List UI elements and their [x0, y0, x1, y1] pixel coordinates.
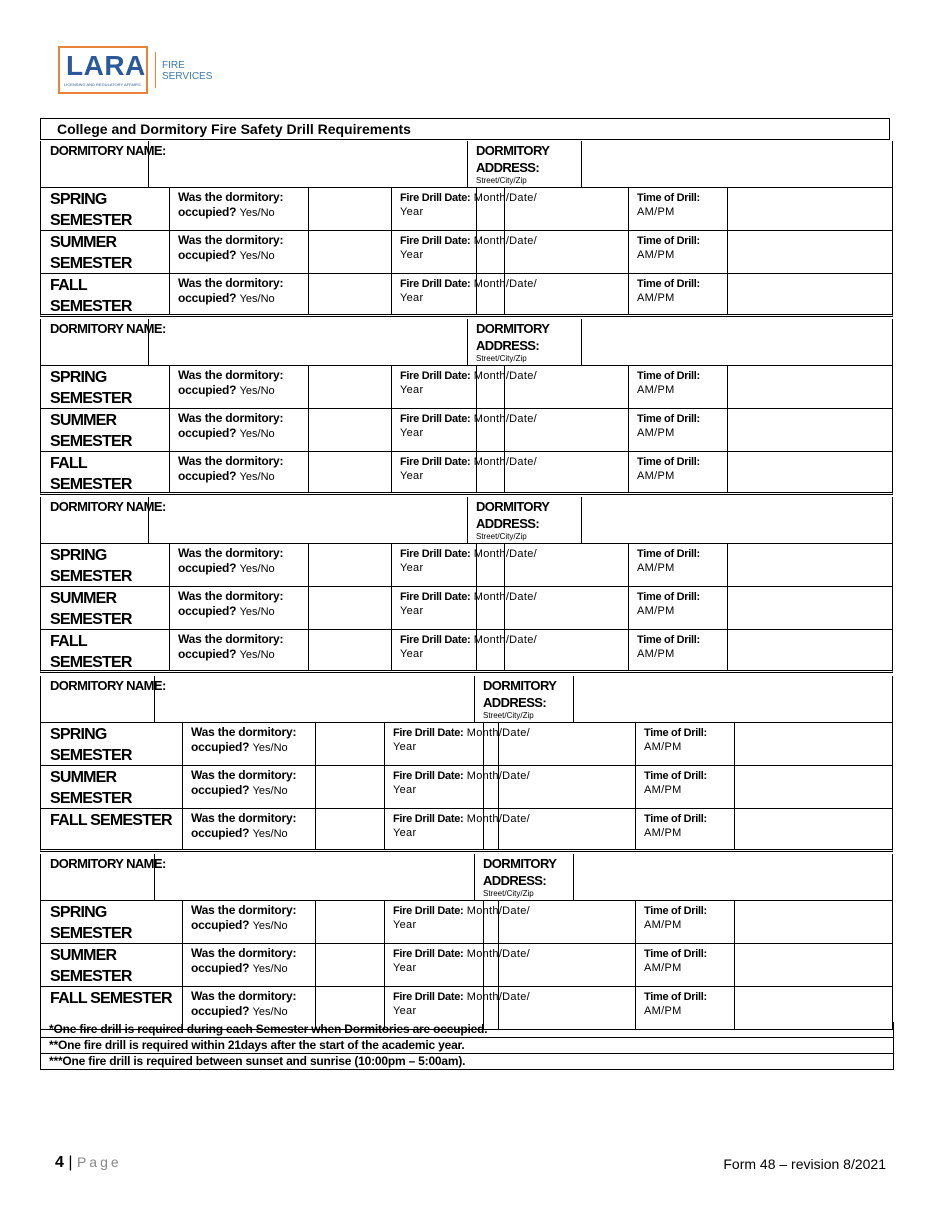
- form-title: College and Dormitory Fire Safety Drill Requirements: [57, 121, 411, 137]
- fire-drill-date-label: Fire Drill Date: Month/Date/ Year: [384, 766, 635, 808]
- time-of-drill-field[interactable]: [727, 366, 892, 408]
- date-divider: [476, 452, 477, 492]
- lara-logo: [58, 46, 218, 96]
- dormitory-name-field[interactable]: [154, 676, 474, 722]
- occupied-label: Was the dormitory: occupied? Yes/No: [169, 231, 308, 273]
- time-of-drill-field[interactable]: [727, 544, 892, 586]
- fire-drill-date-label: Fire Drill Date: Month/Date/ Year: [384, 901, 635, 943]
- semester-row-fall: [40, 452, 893, 495]
- time-of-drill-field[interactable]: [727, 409, 892, 451]
- occupied-label: Was the dormitory: occupied? Yes/No: [182, 901, 315, 943]
- form-title-bar: [40, 118, 890, 140]
- time-of-drill-label: Time of Drill: AM/PM: [635, 987, 734, 1029]
- semester-label: SUMMER SEMESTER: [50, 947, 132, 985]
- fire-drill-date-label: Fire Drill Date: Month/Date/ Year: [391, 544, 628, 586]
- dormitory-address-label: DORMITORY ADDRESS: Street/City/Zip: [467, 497, 581, 543]
- semester-row-summer: [40, 766, 893, 809]
- fire-drill-date-field[interactable]: [504, 231, 628, 273]
- fire-drill-date-label: Fire Drill Date: Month/Date/ Year: [391, 231, 628, 273]
- time-of-drill-field[interactable]: [727, 231, 892, 273]
- time-of-drill-field[interactable]: [734, 723, 892, 765]
- dormitory-name-field[interactable]: [154, 854, 474, 900]
- time-of-drill-label: Time of Drill: AM/PM: [628, 409, 727, 451]
- occupied-label: Was the dormitory: occupied? Yes/No: [182, 944, 315, 986]
- time-of-drill-field[interactable]: [727, 274, 892, 314]
- time-of-drill-field[interactable]: [734, 809, 892, 849]
- occupied-label: Was the dormitory: occupied? Yes/No: [169, 188, 308, 230]
- form-revision: Form 48 – revision 8/2021: [723, 1156, 886, 1172]
- occupied-field[interactable]: [315, 723, 384, 765]
- semester-row-fall: [40, 809, 893, 852]
- fire-drill-date-label: Fire Drill Date: Month/Date/ Year: [391, 409, 628, 451]
- dormitory-block: [40, 497, 893, 675]
- semester-label: FALL SEMESTER: [50, 812, 172, 829]
- dormitory-header-row: [40, 854, 893, 901]
- semester-row-spring: [40, 544, 893, 587]
- semester-label: SPRING SEMESTER: [50, 369, 132, 407]
- semester-row-summer: [40, 944, 893, 987]
- fire-drill-date-field[interactable]: [504, 452, 628, 492]
- occupied-field[interactable]: [315, 766, 384, 808]
- time-of-drill-label: Time of Drill: AM/PM: [635, 944, 734, 986]
- semester-row-spring: [40, 723, 893, 766]
- time-of-drill-label: Time of Drill: AM/PM: [635, 723, 734, 765]
- dormitory-header-row: [40, 319, 893, 366]
- time-of-drill-label: Time of Drill: AM/PM: [628, 231, 727, 273]
- time-of-drill-label: Time of Drill: AM/PM: [628, 366, 727, 408]
- date-divider: [483, 766, 484, 808]
- occupied-label: Was the dormitory: occupied? Yes/No: [169, 274, 308, 314]
- semester-row-spring: [40, 901, 893, 944]
- date-divider: [476, 231, 477, 273]
- fire-drill-date-field[interactable]: [504, 409, 628, 451]
- dormitory-name-field[interactable]: [148, 319, 467, 365]
- semester-label: FALL SEMESTER: [50, 990, 172, 1007]
- fire-drill-date-label: Fire Drill Date: Month/Date/ Year: [384, 809, 635, 849]
- date-divider: [483, 809, 484, 849]
- semester-label: SUMMER SEMESTER: [50, 234, 132, 272]
- occupied-field[interactable]: [308, 630, 391, 670]
- occupied-field[interactable]: [315, 944, 384, 986]
- time-of-drill-field[interactable]: [727, 630, 892, 670]
- requirement-note: *One fire drill is required during each Semester when Dormitories are occupied.: [40, 1022, 894, 1038]
- logo-division: FIRE SERVICES: [162, 60, 213, 82]
- occupied-field[interactable]: [308, 231, 391, 273]
- dormitory-block: [40, 854, 893, 1032]
- semester-row-spring: [40, 366, 893, 409]
- occupied-label: Was the dormitory: occupied? Yes/No: [169, 366, 308, 408]
- requirement-note: ***One fire drill is required between sunset and sunrise (10:00pm – 5:00am).: [40, 1054, 894, 1070]
- occupied-field[interactable]: [315, 809, 384, 849]
- time-of-drill-label: Time of Drill: AM/PM: [628, 544, 727, 586]
- occupied-field[interactable]: [308, 188, 391, 230]
- occupied-label: Was the dormitory: occupied? Yes/No: [169, 630, 308, 670]
- fire-drill-date-field[interactable]: [498, 944, 635, 986]
- date-divider: [476, 544, 477, 586]
- fire-drill-date-label: Fire Drill Date: Month/Date/ Year: [384, 987, 635, 1029]
- dormitory-block: [40, 319, 893, 497]
- semester-row-fall: [40, 630, 893, 673]
- time-of-drill-label: Time of Drill: AM/PM: [635, 766, 734, 808]
- semester-label: FALL SEMESTER: [50, 633, 132, 671]
- semester-label: SUMMER SEMESTER: [50, 769, 132, 807]
- dormitory-address-field[interactable]: [581, 497, 892, 543]
- time-of-drill-label: Time of Drill: AM/PM: [635, 809, 734, 849]
- fire-drill-date-field[interactable]: [504, 544, 628, 586]
- semester-label: FALL SEMESTER: [50, 277, 132, 315]
- dormitory-name-field[interactable]: [148, 497, 467, 543]
- occupied-field[interactable]: [308, 366, 391, 408]
- dormitory-header-row: [40, 497, 893, 544]
- dormitory-header-row: [40, 141, 893, 188]
- dormitory-name-label: DORMITORY NAME:: [50, 856, 166, 871]
- dormitory-name-label: DORMITORY NAME:: [50, 499, 166, 514]
- date-divider: [476, 630, 477, 670]
- dormitory-address-label: DORMITORY ADDRESS: Street/City/Zip: [474, 854, 573, 900]
- fire-drill-date-field[interactable]: [504, 366, 628, 408]
- dormitory-name-field[interactable]: [148, 141, 467, 187]
- occupied-field[interactable]: [308, 274, 391, 314]
- fire-drill-date-label: Fire Drill Date: Month/Date/ Year: [384, 944, 635, 986]
- semester-label: SUMMER SEMESTER: [50, 590, 132, 628]
- fire-drill-date-field[interactable]: [504, 587, 628, 629]
- semester-row-summer: [40, 231, 893, 274]
- dormitory-address-label: DORMITORY ADDRESS: Street/City/Zip: [474, 676, 573, 722]
- time-of-drill-field[interactable]: [734, 766, 892, 808]
- fire-drill-date-field[interactable]: [498, 723, 635, 765]
- semester-row-summer: [40, 409, 893, 452]
- dormitory-address-field[interactable]: [573, 676, 892, 722]
- dormitory-name-label: DORMITORY NAME:: [50, 678, 166, 693]
- fire-drill-date-field[interactable]: [498, 766, 635, 808]
- fire-drill-date-field[interactable]: [504, 630, 628, 670]
- time-of-drill-label: Time of Drill: AM/PM: [628, 630, 727, 670]
- dormitory-block: [40, 676, 893, 854]
- fire-drill-date-field[interactable]: [504, 188, 628, 230]
- time-of-drill-label: Time of Drill: AM/PM: [628, 274, 727, 314]
- occupied-label: Was the dormitory: occupied? Yes/No: [182, 766, 315, 808]
- time-of-drill-label: Time of Drill: AM/PM: [628, 452, 727, 492]
- occupied-label: Was the dormitory: occupied? Yes/No: [169, 544, 308, 586]
- time-of-drill-field[interactable]: [734, 901, 892, 943]
- dormitory-header-row: [40, 676, 893, 723]
- semester-label: SPRING SEMESTER: [50, 904, 132, 942]
- occupied-field[interactable]: [315, 901, 384, 943]
- date-divider: [483, 723, 484, 765]
- occupied-label: Was the dormitory: occupied? Yes/No: [182, 723, 315, 765]
- semester-label: SPRING SEMESTER: [50, 547, 132, 585]
- fire-drill-date-label: Fire Drill Date: Month/Date/ Year: [391, 587, 628, 629]
- occupied-field[interactable]: [308, 544, 391, 586]
- dormitory-address-label: DORMITORY ADDRESS: Street/City/Zip: [467, 141, 581, 187]
- date-divider: [476, 188, 477, 230]
- date-divider: [476, 587, 477, 629]
- logo-subtext: LICENSING AND REGULATORY AFFAIRS: [64, 82, 141, 87]
- occupied-label: Was the dormitory: occupied? Yes/No: [182, 809, 315, 849]
- occupied-label: Was the dormitory: occupied? Yes/No: [169, 409, 308, 451]
- fire-drill-date-label: Fire Drill Date: Month/Date/ Year: [391, 630, 628, 670]
- date-divider: [483, 944, 484, 986]
- dormitory-name-label: DORMITORY NAME:: [50, 321, 166, 336]
- time-of-drill-label: Time of Drill: AM/PM: [628, 587, 727, 629]
- requirement-note: **One fire drill is required within 21days after the start of the academic year.: [40, 1038, 894, 1054]
- time-of-drill-label: Time of Drill: AM/PM: [628, 188, 727, 230]
- date-divider: [476, 274, 477, 314]
- fire-drill-date-label: Fire Drill Date: Month/Date/ Year: [384, 723, 635, 765]
- date-divider: [483, 901, 484, 943]
- occupied-label: Was the dormitory: occupied? Yes/No: [182, 987, 315, 1029]
- fire-drill-date-label: Fire Drill Date: Month/Date/ Year: [391, 452, 628, 492]
- logo-wordmark: LARA: [66, 50, 146, 81]
- occupied-field[interactable]: [308, 452, 391, 492]
- time-of-drill-field[interactable]: [727, 188, 892, 230]
- fire-drill-date-label: Fire Drill Date: Month/Date/ Year: [391, 366, 628, 408]
- semester-label: SPRING SEMESTER: [50, 726, 132, 764]
- semester-label: SPRING SEMESTER: [50, 191, 132, 229]
- occupied-field[interactable]: [308, 409, 391, 451]
- occupied-label: Was the dormitory: occupied? Yes/No: [169, 587, 308, 629]
- time-of-drill-field[interactable]: [734, 944, 892, 986]
- semester-label: FALL SEMESTER: [50, 455, 132, 493]
- fire-drill-date-label: Fire Drill Date: Month/Date/ Year: [391, 188, 628, 230]
- fire-drill-date-field[interactable]: [498, 901, 635, 943]
- fire-drill-date-field[interactable]: [498, 809, 635, 849]
- dormitory-name-label: DORMITORY NAME:: [50, 143, 166, 158]
- time-of-drill-label: Time of Drill: AM/PM: [635, 901, 734, 943]
- semester-label: SUMMER SEMESTER: [50, 412, 132, 450]
- time-of-drill-field[interactable]: [727, 587, 892, 629]
- date-divider: [476, 366, 477, 408]
- fire-drill-date-label: Fire Drill Date: Month/Date/ Year: [391, 274, 628, 314]
- date-divider: [476, 409, 477, 451]
- semester-row-summer: [40, 587, 893, 630]
- dormitory-address-field[interactable]: [573, 854, 892, 900]
- dormitory-address-label: DORMITORY ADDRESS: Street/City/Zip: [467, 319, 581, 365]
- dormitory-block: [40, 141, 893, 319]
- fire-drill-date-field[interactable]: [504, 274, 628, 314]
- dormitory-address-field[interactable]: [581, 141, 892, 187]
- page-footer-number: 4 | Page: [55, 1154, 122, 1171]
- dormitory-address-field[interactable]: [581, 319, 892, 365]
- logo-divider: [155, 52, 156, 88]
- semester-row-fall: [40, 274, 893, 317]
- occupied-field[interactable]: [308, 587, 391, 629]
- time-of-drill-field[interactable]: [727, 452, 892, 492]
- semester-row-spring: [40, 188, 893, 231]
- occupied-label: Was the dormitory: occupied? Yes/No: [169, 452, 308, 492]
